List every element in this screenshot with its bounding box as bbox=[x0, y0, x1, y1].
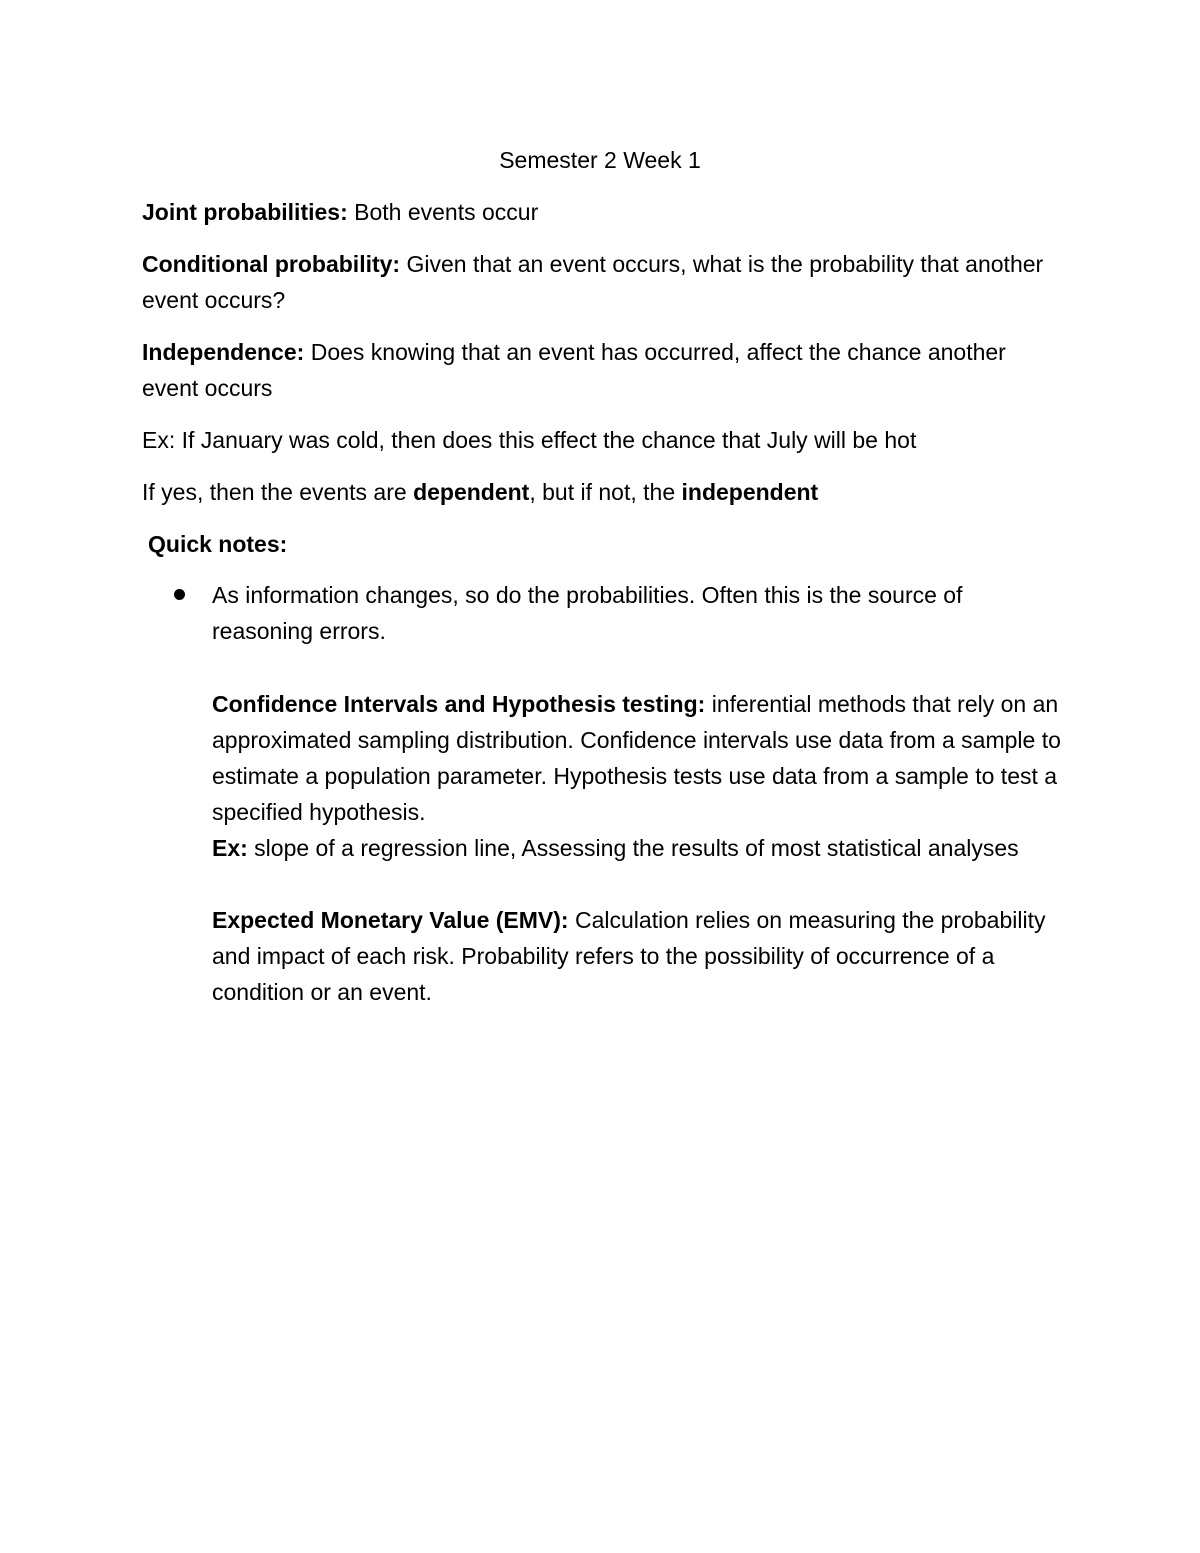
example-2-text: slope of a regression line, Assessing the results of most statistical analyses bbox=[247, 835, 1019, 861]
dependency-middle: , but if not, the bbox=[529, 479, 682, 505]
example-2-term: Ex: bbox=[212, 835, 248, 861]
quick-notes-heading-text: Quick notes: bbox=[148, 531, 288, 557]
independence-term: Independence: bbox=[142, 339, 305, 365]
confidence-intervals-text: inferential methods that rely on an approximated sampling distribution. Confidence intervals use data from a sample to estimate a population parameter. Hypothesis tests use data from a sample to test a specified hypothesis. bbox=[212, 691, 1061, 825]
joint-probabilities-text: Both events occur bbox=[347, 199, 539, 225]
confidence-intervals-paragraph bbox=[212, 686, 1062, 830]
independent-term: independent bbox=[681, 479, 819, 505]
dependent-term: dependent bbox=[413, 479, 530, 505]
emv-text: Calculation relies on measuring the probability and impact of each risk. Probability refers to the possibility of occurrence of a condition or an event. bbox=[212, 907, 1046, 1005]
bullet-icon bbox=[174, 589, 185, 600]
emv-paragraph bbox=[212, 902, 1062, 1010]
joint-probabilities-paragraph bbox=[142, 194, 1062, 230]
conditional-probability-text: Given that an event occurs, what is the probability that another event occurs? bbox=[142, 251, 1044, 313]
independence-paragraph bbox=[142, 334, 1062, 406]
emv-term: Expected Monetary Value (EMV): bbox=[212, 907, 569, 933]
example-paragraph: Ex: If January was cold, then does this effect the chance that July will be hot bbox=[142, 427, 917, 453]
dependency-prefix: If yes, then the events are bbox=[142, 479, 414, 505]
joint-probabilities-term: Joint probabilities: bbox=[142, 199, 348, 225]
independence-text: Does knowing that an event has occurred, affect the chance another event occurs bbox=[142, 339, 1006, 401]
bullet-item: As information changes, so do the probabilities. Often this is the source of reasoning errors. bbox=[212, 582, 963, 644]
page-title: Semester 2 Week 1 bbox=[499, 147, 701, 173]
dependency-paragraph bbox=[142, 474, 1062, 510]
quick-notes-heading bbox=[148, 526, 1068, 562]
confidence-intervals-term: Confidence Intervals and Hypothesis testing: bbox=[212, 691, 706, 717]
conditional-probability-term: Conditional probability: bbox=[142, 251, 401, 277]
example-2-paragraph bbox=[212, 830, 1062, 866]
conditional-probability-paragraph bbox=[142, 246, 1062, 318]
